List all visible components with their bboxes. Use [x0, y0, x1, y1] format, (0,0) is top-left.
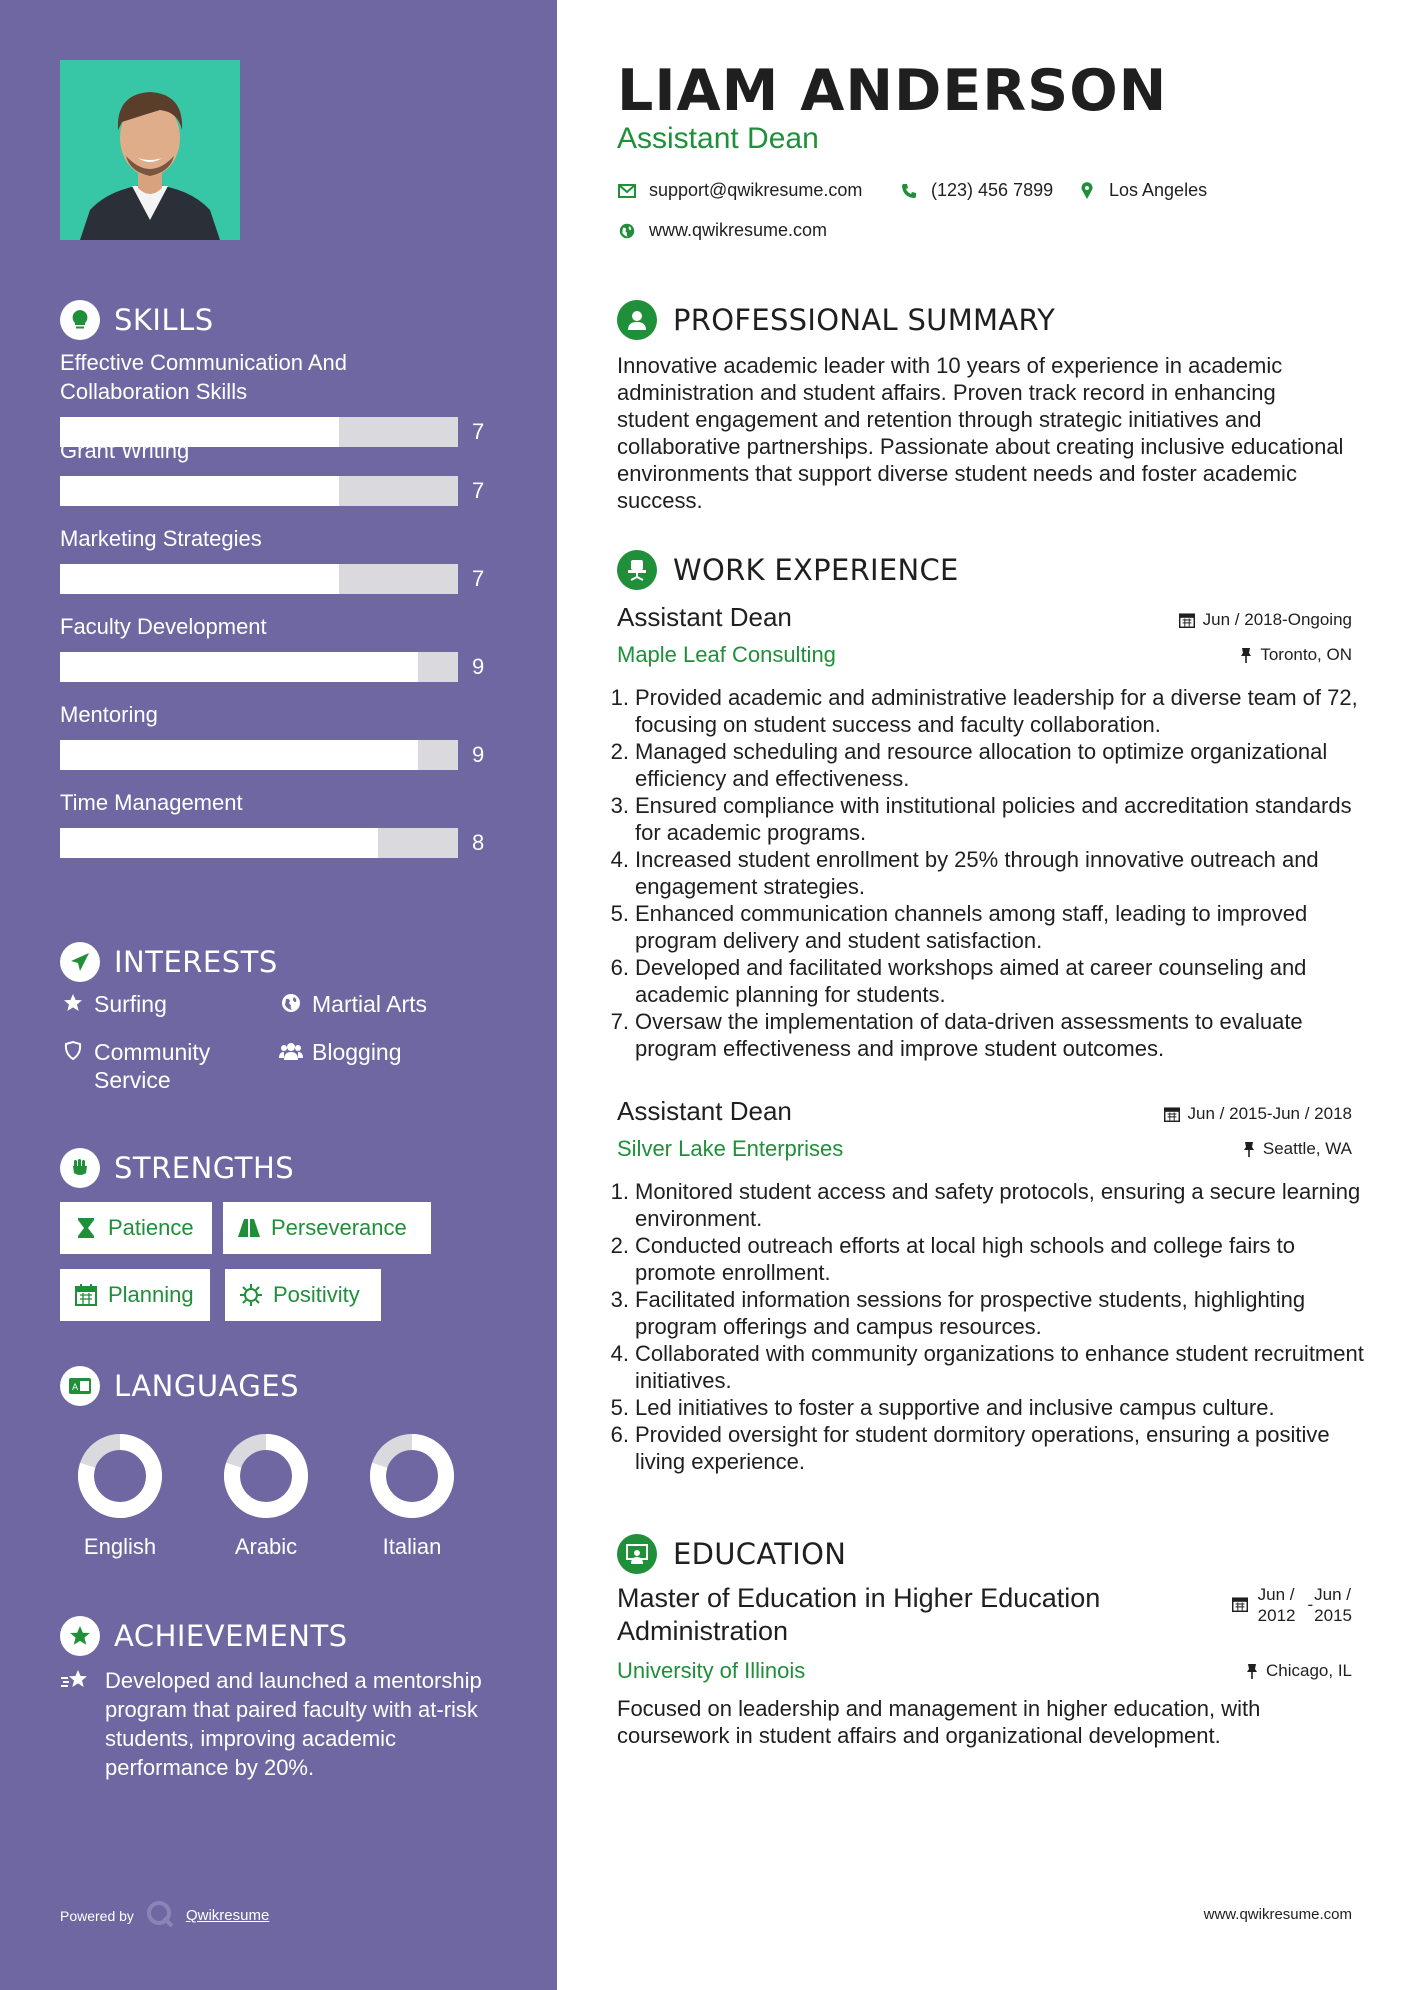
language-item [352, 1432, 472, 1560]
skill-name: Grant Writing [60, 438, 190, 463]
edu-start [1258, 1584, 1296, 1626]
job-bullet [607, 792, 1367, 846]
bullet-text: Enhanced communication channels among staff, leading to improved program delivery and student satisfaction. [635, 901, 1308, 953]
calendar-icon [74, 1283, 98, 1307]
globe-icon [615, 223, 639, 239]
language-level-ring [76, 1432, 164, 1520]
job-bullet [607, 846, 1367, 900]
experience-header [617, 548, 959, 592]
skill-bar-track [60, 740, 458, 770]
skill-bar-fill [60, 740, 418, 770]
education-description: Focused on leadership and management in higher education, with coursework in student affairs and organizational development. [617, 1696, 1261, 1748]
job-location-text: Seattle, WA [1262, 1139, 1352, 1158]
pushpin-icon [1240, 647, 1252, 663]
teacher-icon [617, 1534, 657, 1574]
bullet-number: 5. [610, 1395, 629, 1420]
job-bullet [607, 1394, 1367, 1421]
bullet-number: 4. [610, 1341, 629, 1366]
skill-bar-fill [60, 652, 418, 682]
svg-text:A: A [72, 1383, 79, 1393]
skill-item [60, 612, 500, 679]
interest-item [60, 990, 167, 1018]
skill-bar [60, 828, 500, 858]
skill-bar-track [60, 652, 458, 682]
job-bullet [607, 1286, 1367, 1340]
edu-date-separator: - [1307, 1595, 1314, 1614]
job-bullets [607, 684, 1367, 1062]
edu-end [1314, 1584, 1352, 1626]
bullet-text: Led initiatives to foster a supportive and inclusive campus culture. [635, 1395, 1275, 1420]
skill-value: 8 [472, 830, 485, 855]
skill-name: Mentoring [60, 702, 158, 727]
skill-bar-track [60, 476, 458, 506]
skill-bar [60, 652, 500, 682]
experience-title: WORK EXPERIENCE [673, 553, 959, 587]
strength-label: Planning [108, 1282, 194, 1307]
job-location-text: Toronto, ON [1260, 645, 1352, 664]
profile-photo [60, 60, 240, 240]
skill-value: 9 [472, 742, 485, 767]
job-title: Assistant Dean [617, 602, 792, 632]
skill-item [60, 348, 500, 444]
achievements-section [60, 1614, 500, 1814]
website-text: www.qwikresume.com [649, 220, 828, 240]
interest-item [278, 1038, 402, 1066]
bullet-text: Conducted outreach efforts at local high schools and college fairs to promote enrollment. [635, 1233, 1295, 1285]
bullet-number: 4. [610, 847, 629, 872]
skill-name: Effective Communication And Collaboration Skills [60, 350, 347, 404]
language-label: Italian [382, 1534, 442, 1559]
strengths-header [60, 1146, 500, 1190]
award-star-icon [60, 1616, 100, 1656]
strength-chip [223, 1202, 431, 1254]
language-level-ring [368, 1432, 456, 1520]
fist-icon [60, 1148, 100, 1188]
sidebar [0, 0, 557, 1990]
skill-item [60, 788, 500, 855]
bullet-text: Developed and facilitated workshops aimed at career counseling and academic planning for students. [635, 955, 1307, 1007]
main-column [557, 0, 1407, 1990]
language-label: Arabic [234, 1534, 298, 1559]
contact-email[interactable] [615, 180, 862, 201]
skill-bar-fill [60, 564, 339, 594]
bullet-number: 7. [610, 1009, 629, 1034]
summary-text: Innovative academic leader with 10 years of experience in academic administration and student affairs. Proven track record in enhancing student engagement and retention through strategic initiatives and collaborative partnerships. Passionate about creating inclusive educational environments that support diverse student needs and foster academic success. [617, 353, 1344, 513]
job-company: Maple Leaf Consulting [617, 642, 836, 667]
summary-header [617, 298, 1055, 342]
bullet-text: Increased student enrollment by 25% through innovative outreach and engagement strategies. [635, 847, 1319, 899]
bullet-number: 6. [610, 955, 629, 980]
skill-item [60, 524, 500, 591]
skill-item [60, 436, 500, 503]
achievements-header [60, 1614, 500, 1658]
language-item [206, 1432, 326, 1560]
users-icon [278, 1038, 304, 1061]
language-item [60, 1432, 180, 1560]
globe-icon [278, 990, 304, 1013]
sun-icon [239, 1283, 263, 1307]
user-icon [617, 300, 657, 340]
candidate-role: Assistant Dean [617, 122, 819, 155]
strength-chip [60, 1202, 212, 1254]
calendar-icon [1179, 612, 1195, 628]
skill-name: Time Management [60, 790, 243, 815]
school-location [1246, 1661, 1352, 1681]
education-title: EDUCATION [673, 1537, 847, 1571]
language-label: English [83, 1534, 157, 1559]
bullet-number: 1. [610, 685, 629, 710]
medal-star-icon [60, 1668, 92, 1699]
skill-value: 7 [472, 566, 485, 591]
contact-website[interactable] [615, 220, 827, 241]
interest-label: Blogging [312, 1039, 402, 1065]
powered-label: Powered by [60, 1907, 134, 1924]
skill-value: 7 [472, 478, 485, 503]
phone-text: (123) 456 7899 [931, 180, 1054, 200]
road-icon [237, 1216, 261, 1240]
bullet-number: 3. [610, 1287, 629, 1312]
job-bullet [607, 954, 1367, 1008]
achievements-title: ACHIEVEMENTS [114, 1619, 348, 1653]
interests-header [60, 940, 500, 984]
interest-label: Surfing [94, 991, 167, 1017]
location-text: Los Angeles [1109, 180, 1208, 200]
edu-start-year: 2012 [1257, 1606, 1296, 1625]
skills-header [60, 298, 500, 342]
language-level-ring [222, 1432, 310, 1520]
contact-location [1075, 180, 1207, 201]
job-company: Silver Lake Enterprises [617, 1136, 844, 1161]
skill-item [60, 700, 500, 767]
job-location [1240, 645, 1352, 665]
interest-label: Martial Arts [312, 991, 428, 1017]
qwikresume-link[interactable]: Qwikresume [185, 1907, 270, 1924]
edu-start-month: Jun / [1257, 1585, 1295, 1604]
strength-chip [60, 1269, 210, 1321]
job-date-text: Jun / 2015-Jun / 2018 [1187, 1104, 1352, 1123]
bullet-number: 6. [610, 1422, 629, 1447]
education-dates [1232, 1584, 1352, 1626]
qwikresume-logo-icon [146, 1900, 174, 1931]
job-bullet [607, 1421, 1367, 1475]
achievement-text: Developed and launched a mentorship program that paired faculty with at-risk students, improving academic performance by 20%. [105, 1668, 482, 1780]
interest-label: Community Service [94, 1039, 211, 1093]
bullet-text: Oversaw the implementation of data-driven assessments to evaluate program effectiveness and improve student outcomes. [635, 1009, 1303, 1061]
skills-section [60, 298, 500, 888]
candidate-name: LIAM ANDERSON [617, 58, 1168, 124]
bullet-text: Provided oversight for student dormitory operations, ensuring a positive living experience. [635, 1422, 1330, 1474]
job-bullets [607, 1178, 1367, 1475]
interests-section [60, 940, 500, 1100]
skill-name: Faculty Development [60, 614, 267, 639]
bullet-number: 3. [610, 793, 629, 818]
strengths-title: STRENGTHS [114, 1151, 295, 1185]
job-date [1164, 1104, 1352, 1124]
paper-plane-icon [60, 942, 100, 982]
skill-name: Marketing Strategies [60, 526, 262, 551]
calendar-icon [1164, 1106, 1180, 1122]
contact-phone[interactable] [897, 180, 1053, 201]
education-header [617, 1532, 846, 1576]
skills-title: SKILLS [114, 303, 214, 337]
bullet-text: Facilitated information sessions for prospective students, highlighting program offerings and campus resources. [635, 1287, 1306, 1339]
office-chair-icon [617, 550, 657, 590]
pushpin-icon [1246, 1663, 1258, 1679]
languages-section [60, 1364, 500, 1574]
job-date-text: Jun / 2018-Ongoing [1202, 610, 1352, 629]
skill-value: 7 [472, 419, 485, 444]
interest-item [60, 1038, 260, 1094]
school-name: University of Illinois [617, 1658, 806, 1683]
job-bullet [607, 1232, 1367, 1286]
job-bullet [607, 1340, 1367, 1394]
school-location-text: Chicago, IL [1266, 1661, 1352, 1680]
skill-value: 9 [472, 654, 485, 679]
skill-bar-track [60, 828, 458, 858]
job-bullet [607, 684, 1367, 738]
job-location [1243, 1139, 1352, 1159]
bullet-text: Managed scheduling and resource allocation to optimize organizational efficiency and effectiveness. [635, 739, 1328, 791]
lightbulb-icon [60, 300, 100, 340]
languages-header [60, 1364, 500, 1408]
job-bullet [607, 1008, 1367, 1062]
shield-icon [60, 1038, 86, 1061]
interest-item [278, 990, 427, 1018]
languages-title: LANGUAGES [114, 1369, 300, 1403]
map-pin-icon [1075, 182, 1099, 200]
degree-title: Master of Education in Higher Education Administration [617, 1583, 1101, 1646]
strengths-section [60, 1146, 500, 1326]
skill-bar-fill [60, 476, 339, 506]
email-text: support@qwikresume.com [649, 180, 863, 200]
job-bullet [607, 738, 1367, 792]
powered-by [60, 1900, 269, 1931]
bullet-text: Ensured compliance with institutional policies and accreditation standards for academic programs. [635, 793, 1352, 845]
skill-bar [60, 740, 500, 770]
summary-title: PROFESSIONAL SUMMARY [673, 303, 1056, 337]
pushpin-icon [1243, 1141, 1255, 1157]
skill-bar [60, 564, 500, 594]
bullet-text: Collaborated with community organizations to enhance student recruitment initiatives. [635, 1341, 1364, 1393]
bullet-text: Provided academic and administrative leadership for a diverse team of 72, focusing on student success and faculty collaboration. [635, 685, 1358, 737]
calendar-icon [1232, 1584, 1248, 1617]
edu-end-month: Jun / [1314, 1585, 1352, 1604]
bullet-number: 5. [610, 901, 629, 926]
job-date [1179, 610, 1352, 630]
strength-chip [225, 1269, 381, 1321]
phone-icon [897, 183, 921, 199]
edu-end-year: 2015 [1314, 1606, 1352, 1625]
avatar [60, 60, 240, 240]
job-title: Assistant Dean [617, 1096, 792, 1126]
envelope-icon [615, 184, 639, 198]
strength-label: Patience [108, 1215, 194, 1240]
bullet-text: Monitored student access and safety protocols, ensuring a secure learning environment. [635, 1179, 1361, 1231]
job-bullet [607, 900, 1367, 954]
bullet-number: 1. [610, 1179, 629, 1204]
strength-label: Positivity [273, 1282, 360, 1307]
bullet-number: 2. [610, 1233, 629, 1258]
skill-bar-track [60, 564, 458, 594]
skill-bar [60, 476, 500, 506]
strength-label: Perseverance [271, 1215, 407, 1240]
star-icon [60, 990, 86, 1013]
bullet-number: 2. [610, 739, 629, 764]
hourglass-icon [74, 1216, 98, 1240]
job-bullet [607, 1178, 1367, 1232]
skill-bar-fill [60, 828, 378, 858]
interests-title: INTERESTS [114, 945, 278, 979]
language-icon [60, 1366, 100, 1406]
footer-url[interactable]: www.qwikresume.com [1203, 1906, 1352, 1923]
